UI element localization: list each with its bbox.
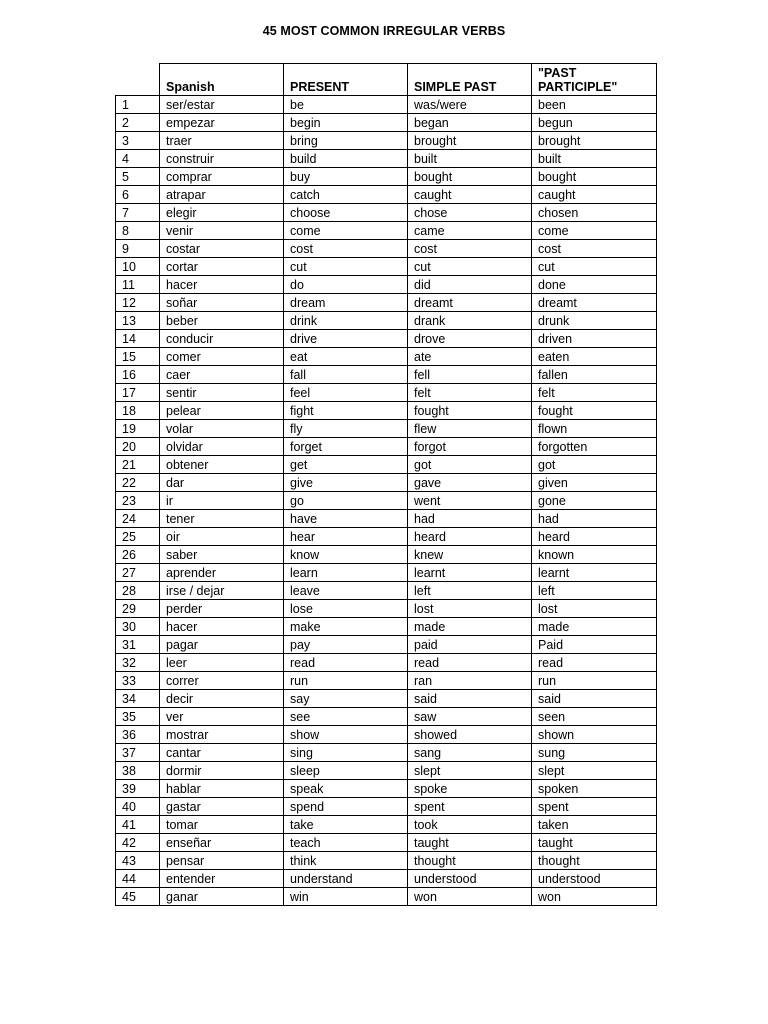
past-participle-cell: fallen [532,366,657,384]
present-cell: fight [284,402,408,420]
past-participle-cell: left [532,582,657,600]
spanish-cell: leer [160,654,284,672]
table-row [116,150,657,168]
spanish-cell: dar [160,474,284,492]
row-number: 38 [116,762,160,780]
present-cell: have [284,510,408,528]
present-cell: eat [284,348,408,366]
spanish-cell: ir [160,492,284,510]
spanish-cell: empezar [160,114,284,132]
present-cell: win [284,888,408,906]
past-participle-cell: forgotten [532,438,657,456]
past-participle-cell: begun [532,114,657,132]
row-number: 10 [116,258,160,276]
present-cell: cut [284,258,408,276]
present-cell: catch [284,186,408,204]
past-participle-cell: built [532,150,657,168]
table-row [116,366,657,384]
past-participle-cell: learnt [532,564,657,582]
row-number: 9 [116,240,160,258]
table-row [116,672,657,690]
table-row [116,222,657,240]
present-cell: build [284,150,408,168]
simple-past-cell: did [408,276,532,294]
row-number: 16 [116,366,160,384]
past-participle-cell: lost [532,600,657,618]
present-cell: sleep [284,762,408,780]
simple-past-cell: sang [408,744,532,762]
row-number: 44 [116,870,160,888]
past-participle-cell: taught [532,834,657,852]
spanish-cell: beber [160,312,284,330]
table-row [116,600,657,618]
spanish-cell: correr [160,672,284,690]
simple-past-cell: spoke [408,780,532,798]
row-number: 12 [116,294,160,312]
row-number: 36 [116,726,160,744]
row-number: 15 [116,348,160,366]
spanish-cell: obtener [160,456,284,474]
table-row [116,618,657,636]
simple-past-cell: fought [408,402,532,420]
table-row [116,762,657,780]
table-row [116,384,657,402]
simple-past-cell: built [408,150,532,168]
row-number: 42 [116,834,160,852]
table-row [116,780,657,798]
table-row [116,402,657,420]
row-number: 11 [116,276,160,294]
row-number: 39 [116,780,160,798]
past-participle-cell: spent [532,798,657,816]
row-number: 30 [116,618,160,636]
present-cell: do [284,276,408,294]
table-row [116,492,657,510]
present-cell: learn [284,564,408,582]
table-row [116,726,657,744]
spanish-cell: tomar [160,816,284,834]
past-participle-cell: chosen [532,204,657,222]
past-participle-cell: made [532,618,657,636]
past-participle-cell: caught [532,186,657,204]
spanish-cell: comprar [160,168,284,186]
present-cell: buy [284,168,408,186]
row-number: 8 [116,222,160,240]
row-number: 41 [116,816,160,834]
row-number: 23 [116,492,160,510]
simple-past-cell: learnt [408,564,532,582]
row-number: 28 [116,582,160,600]
present-cell: see [284,708,408,726]
row-number: 40 [116,798,160,816]
row-number: 32 [116,654,160,672]
spanish-cell: soñar [160,294,284,312]
table-row [116,420,657,438]
table-row [116,168,657,186]
simple-past-cell: bought [408,168,532,186]
table-row [116,312,657,330]
row-number: 37 [116,744,160,762]
past-participle-cell: spoken [532,780,657,798]
row-number: 25 [116,528,160,546]
simple-past-cell: thought [408,852,532,870]
header-present: PRESENT [284,64,408,96]
present-cell: come [284,222,408,240]
present-cell: give [284,474,408,492]
row-number: 7 [116,204,160,222]
present-cell: speak [284,780,408,798]
simple-past-cell: showed [408,726,532,744]
past-participle-cell: dreamt [532,294,657,312]
past-participle-cell: cut [532,258,657,276]
row-number: 35 [116,708,160,726]
past-participle-cell: read [532,654,657,672]
present-cell: begin [284,114,408,132]
header-past-participle: "PAST PARTICIPLE" [532,64,657,96]
past-participle-cell: bought [532,168,657,186]
past-participle-cell: flown [532,420,657,438]
simple-past-cell: drank [408,312,532,330]
row-number: 14 [116,330,160,348]
past-participle-cell: run [532,672,657,690]
present-cell: think [284,852,408,870]
present-cell: feel [284,384,408,402]
spanish-cell: elegir [160,204,284,222]
present-cell: bring [284,132,408,150]
table-row [116,348,657,366]
past-participle-cell: thought [532,852,657,870]
spanish-cell: hacer [160,276,284,294]
past-participle-cell: come [532,222,657,240]
simple-past-cell: had [408,510,532,528]
simple-past-cell: ran [408,672,532,690]
past-participle-cell: felt [532,384,657,402]
spanish-cell: olvidar [160,438,284,456]
present-cell: fly [284,420,408,438]
header-spanish: Spanish [160,64,284,96]
row-number: 1 [116,96,160,114]
spanish-cell: cantar [160,744,284,762]
simple-past-cell: went [408,492,532,510]
spanish-cell: sentir [160,384,284,402]
table-row [116,546,657,564]
past-participle-cell: heard [532,528,657,546]
simple-past-cell: heard [408,528,532,546]
past-participle-cell: been [532,96,657,114]
past-participle-cell: understood [532,870,657,888]
row-number: 18 [116,402,160,420]
spanish-cell: venir [160,222,284,240]
present-cell: drink [284,312,408,330]
row-number: 5 [116,168,160,186]
table-row [116,96,657,114]
spanish-cell: perder [160,600,284,618]
table-row [116,852,657,870]
row-number: 29 [116,600,160,618]
simple-past-cell: flew [408,420,532,438]
past-participle-cell: drunk [532,312,657,330]
table-row [116,330,657,348]
table-row [116,474,657,492]
row-number: 26 [116,546,160,564]
header-number [116,64,160,96]
present-cell: say [284,690,408,708]
simple-past-cell: took [408,816,532,834]
page-title: 45 MOST COMMON IRREGULAR VERBS [262,24,506,38]
present-cell: make [284,618,408,636]
table-row [116,654,657,672]
spanish-cell: pagar [160,636,284,654]
table-row [116,636,657,654]
present-cell: go [284,492,408,510]
spanish-cell: saber [160,546,284,564]
simple-past-cell: caught [408,186,532,204]
table-row [116,888,657,906]
spanish-cell: ganar [160,888,284,906]
past-participle-cell: shown [532,726,657,744]
present-cell: show [284,726,408,744]
table-row [116,744,657,762]
spanish-cell: oir [160,528,284,546]
row-number: 33 [116,672,160,690]
table-row [116,294,657,312]
simple-past-cell: got [408,456,532,474]
present-cell: sing [284,744,408,762]
table-row [116,132,657,150]
simple-past-cell: won [408,888,532,906]
spanish-cell: volar [160,420,284,438]
row-number: 34 [116,690,160,708]
past-participle-cell: slept [532,762,657,780]
simple-past-cell: was/were [408,96,532,114]
table-row [116,276,657,294]
present-cell: take [284,816,408,834]
present-cell: spend [284,798,408,816]
present-cell: be [284,96,408,114]
present-cell: leave [284,582,408,600]
table-row [116,456,657,474]
table-row [116,564,657,582]
table-row [116,114,657,132]
spanish-cell: construir [160,150,284,168]
simple-past-cell: said [408,690,532,708]
simple-past-cell: left [408,582,532,600]
simple-past-cell: ate [408,348,532,366]
simple-past-cell: gave [408,474,532,492]
simple-past-cell: brought [408,132,532,150]
row-number: 17 [116,384,160,402]
table-row [116,528,657,546]
simple-past-cell: began [408,114,532,132]
simple-past-cell: chose [408,204,532,222]
simple-past-cell: taught [408,834,532,852]
past-participle-cell: Paid [532,636,657,654]
present-cell: know [284,546,408,564]
present-cell: drive [284,330,408,348]
spanish-cell: costar [160,240,284,258]
present-cell: pay [284,636,408,654]
spanish-cell: gastar [160,798,284,816]
spanish-cell: traer [160,132,284,150]
present-cell: lose [284,600,408,618]
past-participle-cell: gone [532,492,657,510]
past-participle-cell: fought [532,402,657,420]
present-cell: fall [284,366,408,384]
spanish-cell: mostrar [160,726,284,744]
past-participle-cell: eaten [532,348,657,366]
present-cell: choose [284,204,408,222]
spanish-cell: pelear [160,402,284,420]
simple-past-cell: knew [408,546,532,564]
row-number: 45 [116,888,160,906]
spanish-cell: decir [160,690,284,708]
simple-past-cell: slept [408,762,532,780]
past-participle-cell: cost [532,240,657,258]
past-participle-cell: said [532,690,657,708]
spanish-cell: ser/estar [160,96,284,114]
spanish-cell: entender [160,870,284,888]
present-cell: get [284,456,408,474]
simple-past-cell: saw [408,708,532,726]
present-cell: hear [284,528,408,546]
present-cell: cost [284,240,408,258]
table-row [116,204,657,222]
table-row [116,510,657,528]
row-number: 3 [116,132,160,150]
past-participle-cell: taken [532,816,657,834]
past-participle-cell: had [532,510,657,528]
present-cell: read [284,654,408,672]
table-row [116,240,657,258]
verbs-table [115,63,657,906]
spanish-cell: cortar [160,258,284,276]
spanish-cell: aprender [160,564,284,582]
simple-past-cell: spent [408,798,532,816]
past-participle-cell: driven [532,330,657,348]
present-cell: understand [284,870,408,888]
past-participle-cell: sung [532,744,657,762]
row-number: 22 [116,474,160,492]
simple-past-cell: understood [408,870,532,888]
present-cell: dream [284,294,408,312]
past-participle-cell: brought [532,132,657,150]
row-number: 27 [116,564,160,582]
row-number: 4 [116,150,160,168]
spanish-cell: comer [160,348,284,366]
simple-past-cell: lost [408,600,532,618]
table-row [116,438,657,456]
simple-past-cell: felt [408,384,532,402]
simple-past-cell: cost [408,240,532,258]
spanish-cell: tener [160,510,284,528]
header-simple-past: SIMPLE PAST [408,64,532,96]
table-row [116,816,657,834]
spanish-cell: caer [160,366,284,384]
spanish-cell: hablar [160,780,284,798]
past-participle-cell: known [532,546,657,564]
simple-past-cell: drove [408,330,532,348]
row-number: 19 [116,420,160,438]
spanish-cell: hacer [160,618,284,636]
spanish-cell: enseñar [160,834,284,852]
table-row [116,834,657,852]
past-participle-cell: seen [532,708,657,726]
simple-past-cell: fell [408,366,532,384]
table-row [116,708,657,726]
simple-past-cell: cut [408,258,532,276]
spanish-cell: atrapar [160,186,284,204]
present-cell: teach [284,834,408,852]
table-row [116,186,657,204]
simple-past-cell: dreamt [408,294,532,312]
past-participle-cell: got [532,456,657,474]
simple-past-cell: made [408,618,532,636]
table-body [116,96,657,906]
simple-past-cell: read [408,654,532,672]
table-row [116,870,657,888]
present-cell: run [284,672,408,690]
spanish-cell: pensar [160,852,284,870]
row-number: 43 [116,852,160,870]
spanish-cell: conducir [160,330,284,348]
past-participle-cell: won [532,888,657,906]
row-number: 31 [116,636,160,654]
simple-past-cell: paid [408,636,532,654]
table-row [116,690,657,708]
past-participle-cell: given [532,474,657,492]
table-row [116,258,657,276]
row-number: 20 [116,438,160,456]
past-participle-cell: done [532,276,657,294]
present-cell: forget [284,438,408,456]
spanish-cell: irse / dejar [160,582,284,600]
table-row [116,582,657,600]
row-number: 6 [116,186,160,204]
row-number: 21 [116,456,160,474]
table-row [116,798,657,816]
row-number: 24 [116,510,160,528]
row-number: 13 [116,312,160,330]
spanish-cell: ver [160,708,284,726]
spanish-cell: dormir [160,762,284,780]
simple-past-cell: forgot [408,438,532,456]
simple-past-cell: came [408,222,532,240]
table-header-row [116,64,657,96]
row-number: 2 [116,114,160,132]
